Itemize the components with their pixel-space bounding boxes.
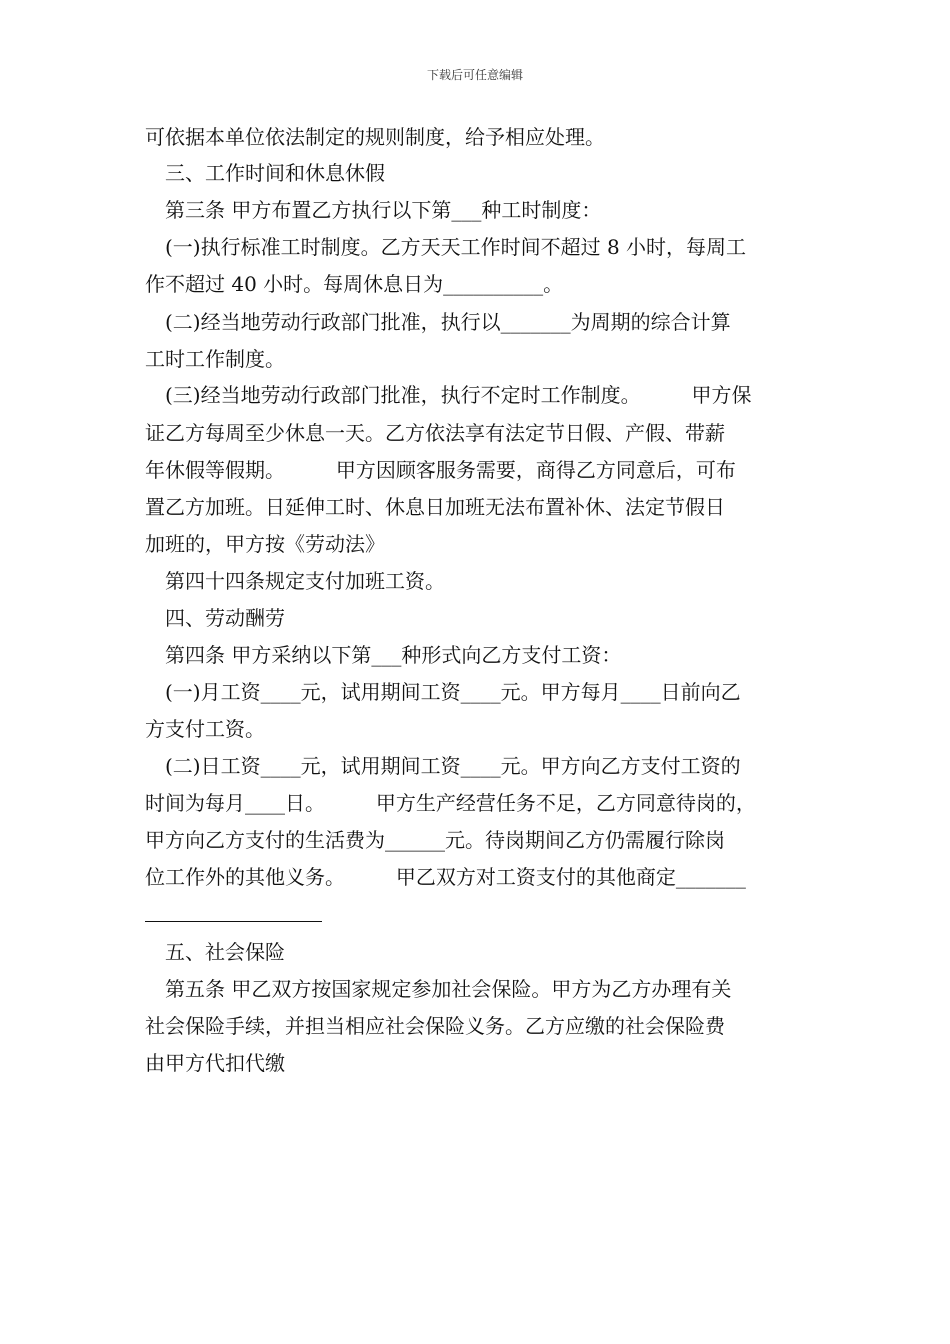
text-line: 置乙方加班。日延伸工时、休息日加班无法布置补休、法定节假日: [145, 495, 725, 519]
text-line: 甲方向乙方支付的生活费为______元。待岗期间乙方仍需履行除岗: [145, 828, 725, 852]
text-line: 第三条 甲方布置乙方执行以下第___种工时制度：: [165, 198, 602, 222]
text-line: (一)执行标准工时制度。乙方天天工作时间不超过 8 小时，每周工: [165, 235, 747, 259]
text-line: 时间为每月____日。 甲方生产经营任务不足，乙方同意待岗的，: [145, 791, 756, 815]
text-line: 由甲方代扣代缴: [145, 1051, 285, 1075]
blank-underline: [145, 921, 322, 922]
text-line: 加班的，甲方按《劳动法》: [145, 532, 385, 556]
text-line: 作不超过 40 小时。每周休息日为__________。: [145, 272, 564, 296]
text-line: 社会保险手续，并担当相应社会保险义务。乙方应缴的社会保险费: [145, 1014, 725, 1038]
text-line: 证乙方每周至少休息一天。乙方依法享有法定节日假、产假、带薪: [145, 421, 725, 445]
text-line: (二)经当地劳动行政部门批准，执行以_______为周期的综合计算: [165, 310, 731, 334]
text-line: (三)经当地劳动行政部门批准，执行不定时工作制度。 甲方保: [165, 383, 752, 407]
text-line: (二)日工资____元，试用期间工资____元。甲方向乙方支付工资的: [165, 754, 741, 778]
section-heading: 五、社会保险: [165, 940, 285, 964]
text-line: 第四十四条规定支付加班工资。: [165, 569, 445, 593]
section-heading: 四、劳动酬劳: [165, 606, 285, 630]
text-line: 第四条 甲方采纳以下第___种形式向乙方支付工资：: [165, 643, 622, 667]
section-heading: 三、工作时间和休息休假: [165, 161, 385, 185]
text-line: (一)月工资____元，试用期间工资____元。甲方每月____日前向乙: [165, 680, 741, 704]
text-line: 工时工作制度。: [145, 347, 285, 371]
text-line: 年休假等假期。 甲方因顾客服务需要，商得乙方同意后，可布: [145, 458, 736, 482]
text-line: 可依据本单位依法制定的规则制度，给予相应处理。: [145, 125, 605, 149]
text-line: 位工作外的其他义务。 甲乙双方对工资支付的其他商定_______: [145, 865, 746, 889]
page-header: 下载后可任意编辑: [426, 68, 523, 82]
text-line: 方支付工资。: [145, 717, 265, 741]
text-line: 第五条 甲乙双方按国家规定参加社会保险。甲方为乙方办理有关: [165, 977, 732, 1001]
